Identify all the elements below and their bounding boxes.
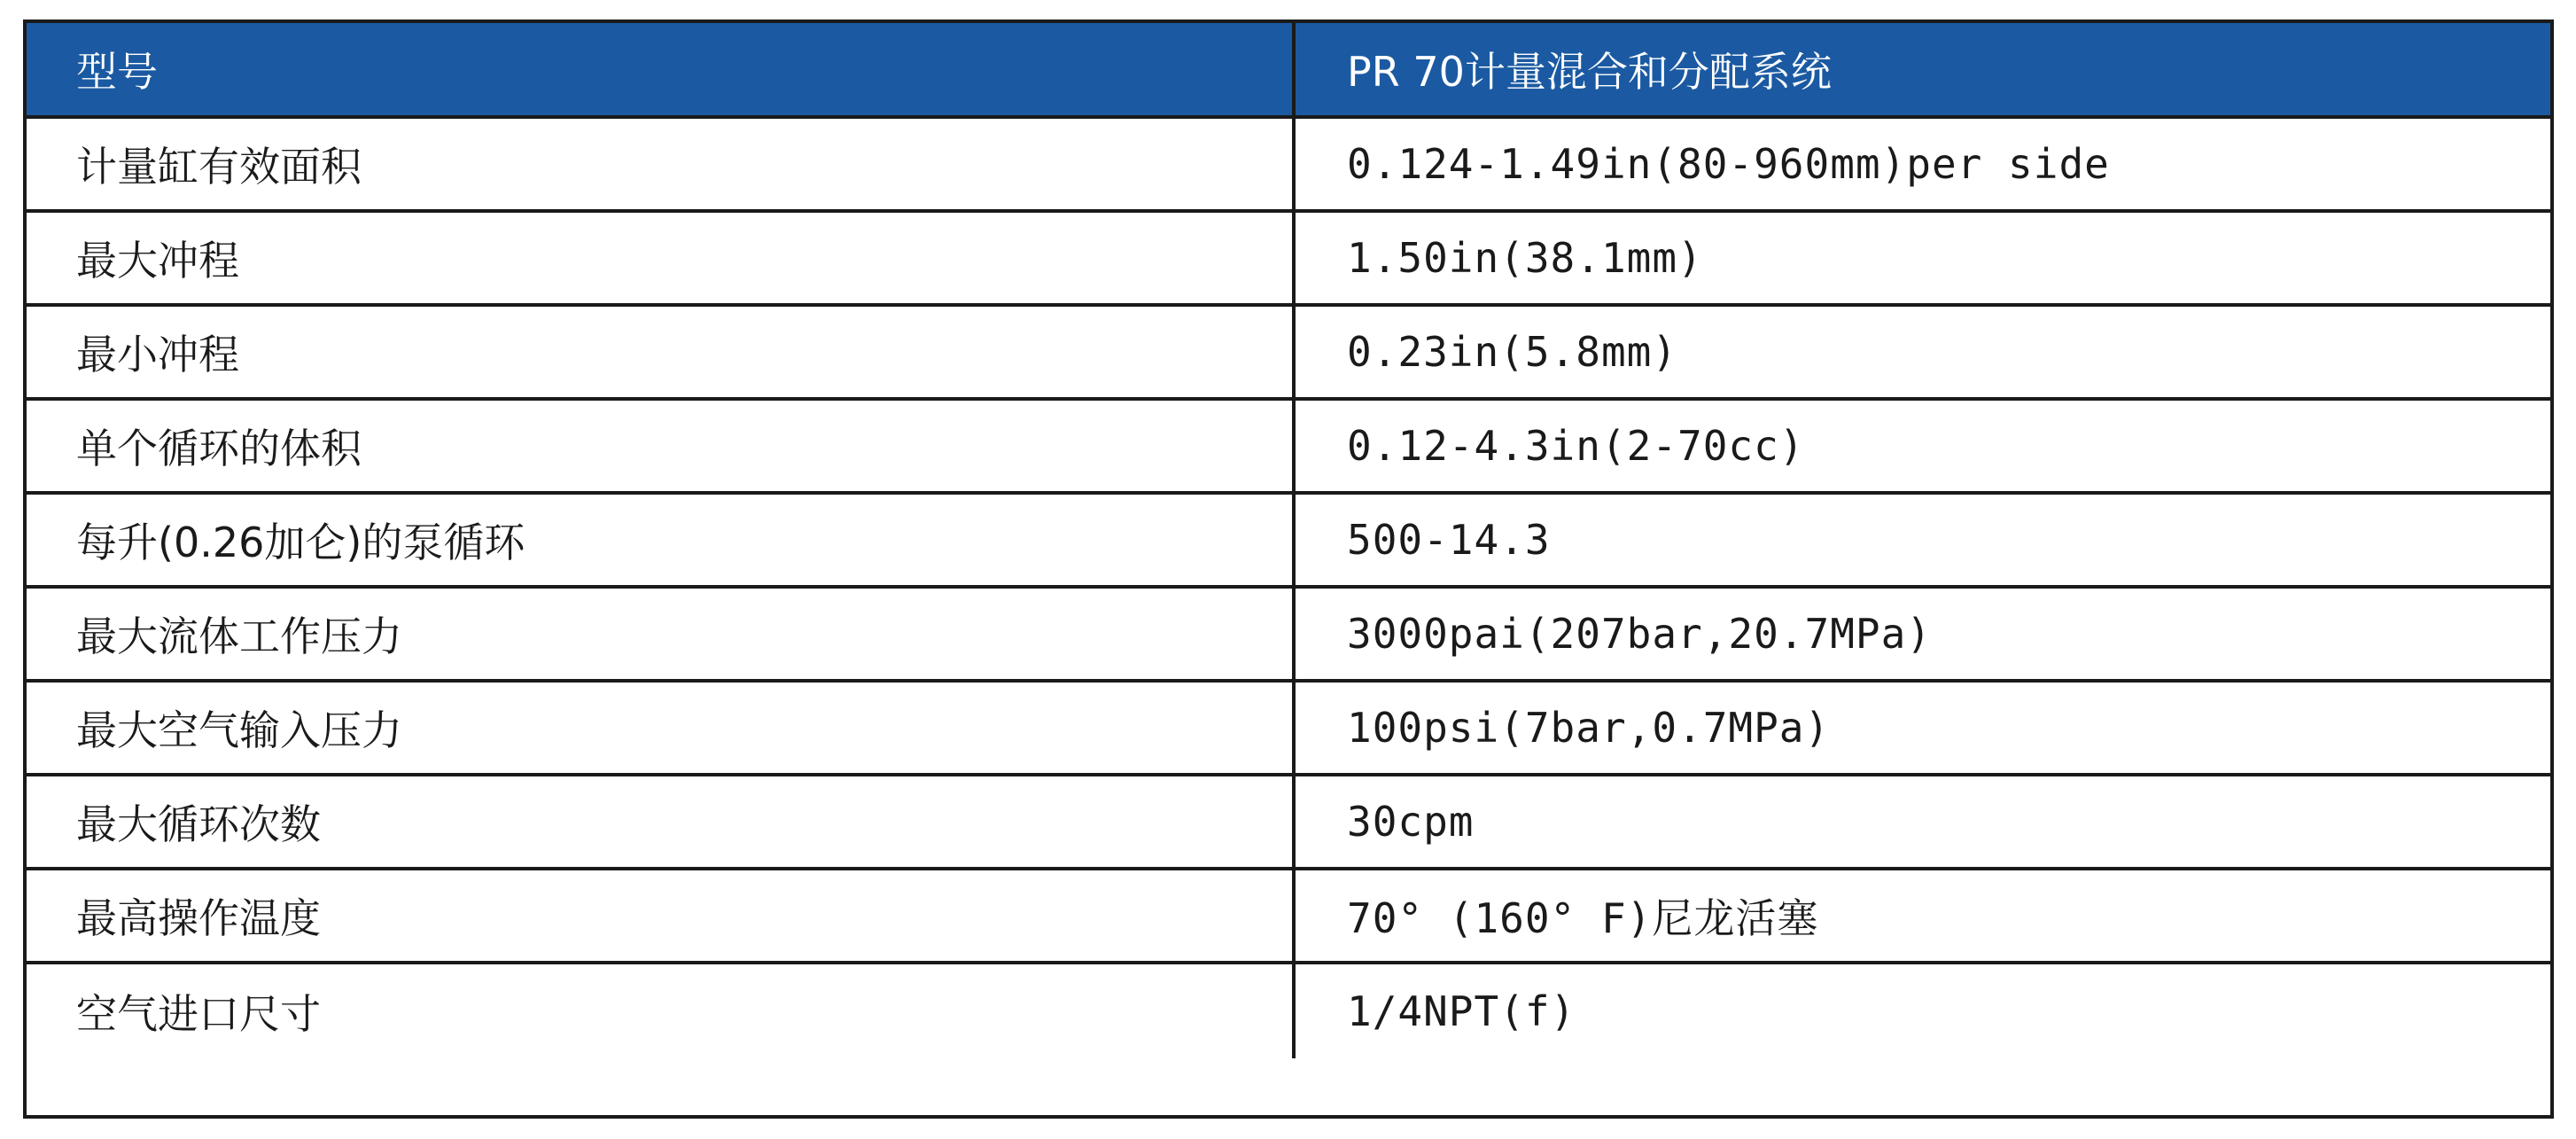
table-row: [27, 401, 2550, 495]
table-row: [27, 964, 2550, 1058]
row-label: 最大循环次数: [27, 776, 1296, 867]
row-value: 0.12-4.3in(2-70cc): [1347, 422, 1805, 470]
row-label: 计量缸有效面积: [27, 119, 1296, 209]
row-label: 最小冲程: [27, 307, 1296, 397]
row-label: 最大空气输入压力: [27, 683, 1296, 773]
table-row: [27, 776, 2550, 870]
row-value: 3000pai(207bar,20.7MPa): [1347, 610, 1932, 658]
table-row: [27, 495, 2550, 589]
row-value: 500-14.3: [1347, 516, 1551, 564]
row-value: 0.23in(5.8mm): [1347, 328, 1678, 376]
row-value: 1.50in(38.1mm): [1347, 234, 1703, 282]
row-label: 单个循环的体积: [27, 401, 1296, 491]
row-value: 1/4NPT(f): [1347, 987, 1576, 1035]
table-row: [27, 213, 2550, 307]
row-value: 70° (160° F)尼龙活塞: [1347, 894, 1819, 942]
spec-table: [23, 20, 2554, 1119]
row-value: 100psi(7bar,0.7MPa): [1347, 704, 1831, 752]
table-row: [27, 119, 2550, 213]
table-row: [27, 589, 2550, 683]
row-value: 0.124-1.49in(80-960mm)per side: [1347, 140, 2110, 188]
row-label: 最大流体工作压力: [27, 589, 1296, 679]
header-value-cell: PR 70计量混合和分配系统: [1347, 48, 1832, 96]
table-row: [27, 683, 2550, 776]
header-label-cell: 型号: [27, 23, 1296, 115]
row-label: 每升(0.26加仑)的泵循环: [27, 495, 1296, 585]
table-header-row: [27, 23, 2550, 119]
row-label: 空气进口尺寸: [27, 964, 1296, 1058]
row-value: 30cpm: [1347, 798, 1475, 846]
row-label: 最高操作温度: [27, 870, 1296, 961]
table-row: [27, 307, 2550, 401]
row-label: 最大冲程: [27, 213, 1296, 303]
table-row: [27, 870, 2550, 964]
